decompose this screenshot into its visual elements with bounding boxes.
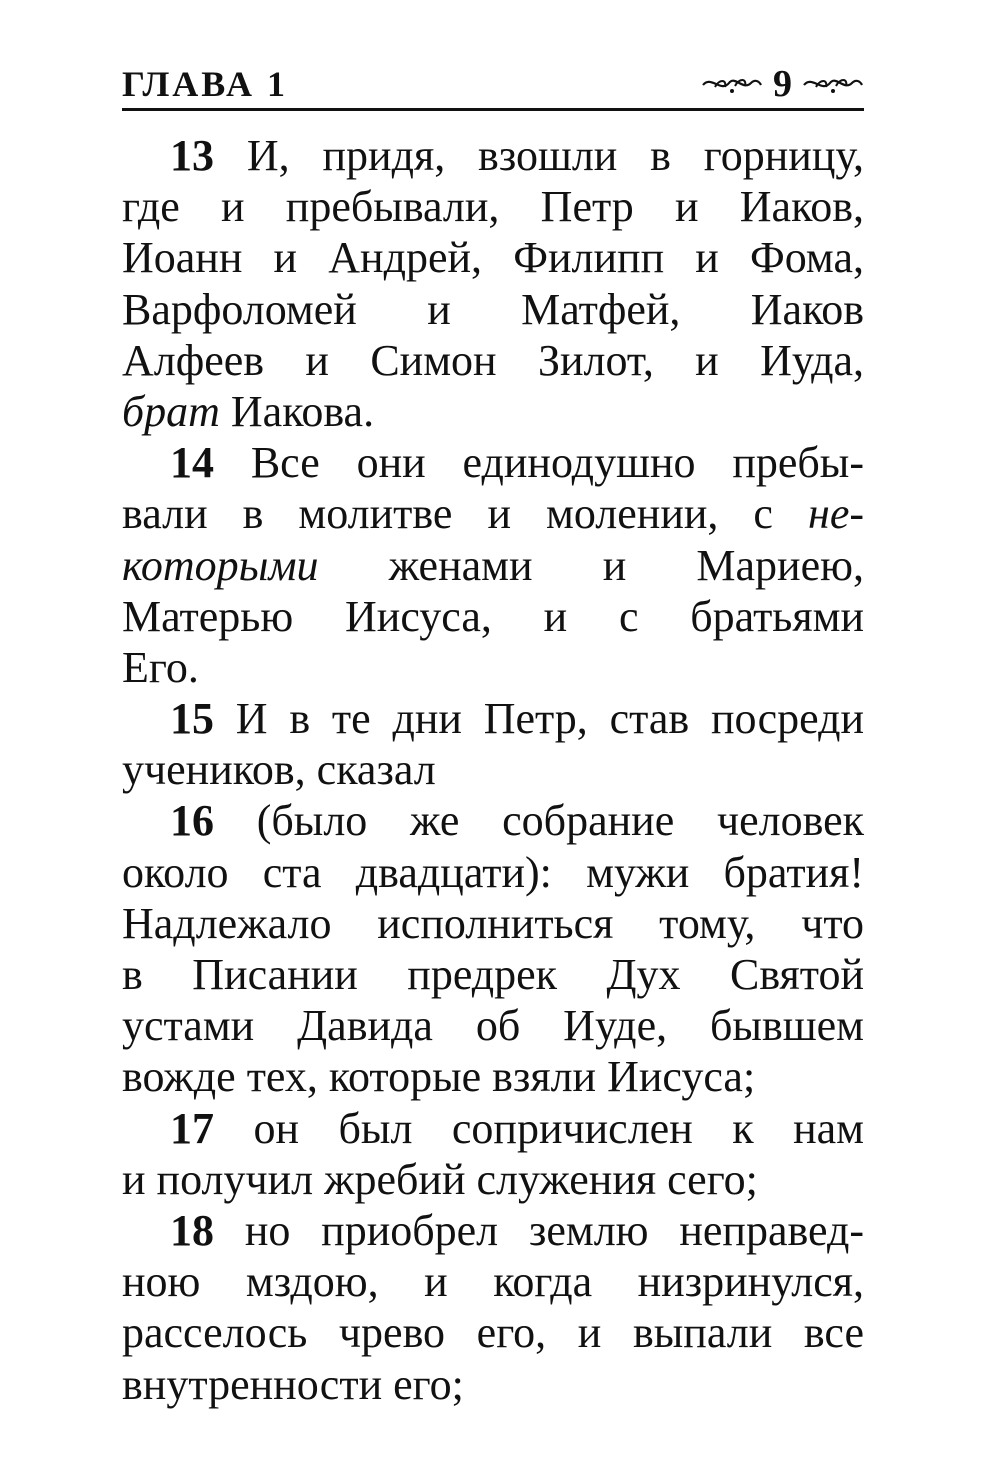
verse-13 [122,130,864,437]
verse-line: в Писании предрек Дух Святой [122,950,864,999]
chapter-title: ГЛАВА 1 [122,64,289,104]
verse-number: 15 [170,694,214,744]
ornament-flourish-icon [802,71,864,97]
verse-line: 13 И, придя, взошли в горницу, [170,131,864,180]
verse-15 [122,693,864,795]
verse-line: вожде тех, которые взяли Иисуса; [122,1052,756,1102]
header-rule [122,108,864,111]
page-number-group [701,62,864,106]
verse-line: внутренности его; [122,1359,464,1409]
verse-line: 16 (было же собрание человек [170,796,865,846]
italic-word: не- [807,489,864,539]
verse-line: Матерью Иисуса, и с братьями [122,591,864,641]
verse-line: 17 он был сопричислен к нам [170,1103,864,1153]
verse-18 [122,1205,864,1410]
verse-line: 18 но приобрел землю неправед- [170,1205,864,1255]
verse-line: 14 Все они единодушно пребы- [170,438,864,488]
verse-line: Варфоломей и Матфей, Иаков [122,284,864,334]
verse-number: 18 [170,1205,214,1255]
verse-text [122,130,864,1410]
verse-line: брат Иакова. [122,386,375,436]
verse-line: Алфеев и Симон Зилот, и Иуда, [122,335,864,385]
italic-word: брат [122,386,220,436]
verse-line: учеников, сказал [122,745,436,795]
verse-number: 16 [170,796,214,846]
verse-line: Его. [122,642,199,692]
verse-line: вали в молитве и молении, с не- [122,489,864,539]
page-header [122,62,864,108]
verse-line: ною мздою, и когда низринулся, [122,1257,864,1307]
verse-line: Надлежало исполниться тому, что [122,898,864,948]
ornament-flourish-icon [701,71,763,97]
page-number: 9 [773,63,792,105]
italic-word: которыми [122,540,319,590]
verse-line: устами Давида об Иуде, бывшем [122,1001,864,1051]
verse-number: 13 [170,131,214,180]
verse-line: Иоанн и Андрей, Филипп и Фома, [122,233,864,283]
verse-16 [122,795,864,1102]
verse-17 [122,1103,864,1205]
verse-line: где и пребывали, Петр и Иаков, [122,182,864,232]
verse-number: 17 [170,1103,214,1153]
verse-line: около ста двадцати): мужи братия! [122,847,864,897]
verse-line: 15 И в те дни Петр, став посреди [170,694,865,744]
verse-line: расселось чрево его, и выпали все [122,1308,864,1358]
verse-line: которыми женами и Мариею, [122,540,864,590]
verse-line: и получил жребий служения сего; [122,1154,758,1204]
verse-number: 14 [170,438,214,488]
verse-14 [122,437,864,693]
